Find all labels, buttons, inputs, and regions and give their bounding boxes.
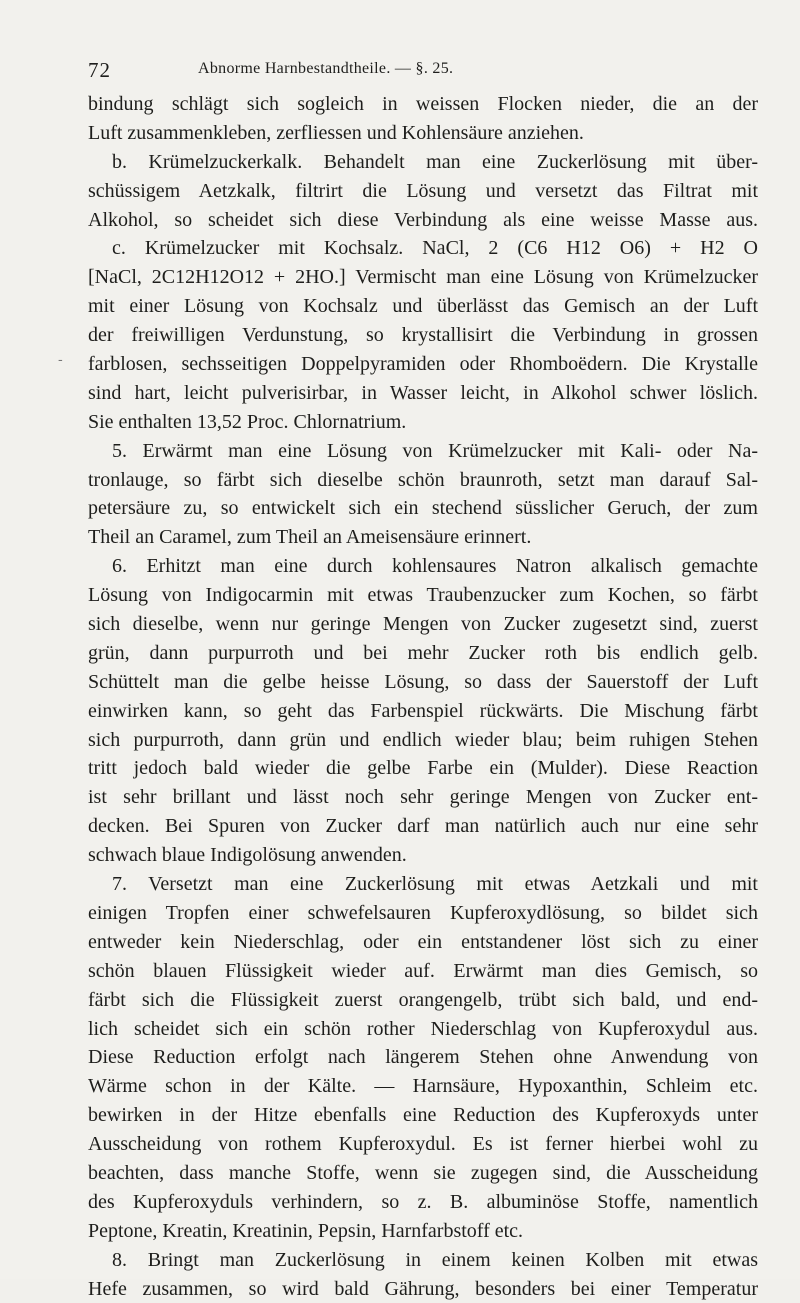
text-line: Sie enthalten 13,52 Proc. Chlornatrium.: [88, 410, 407, 433]
text-line: schüssigem Aetzkalk, filtrirt die Lösung und versetzt das Filtrat mit: [88, 179, 758, 202]
text-line: schwach blaue Indigolösung anwenden.: [88, 844, 407, 867]
text-line: Peptone, Kreatin, Kreatinin, Pepsin, Harnfarbstoff etc.: [88, 1219, 524, 1242]
text-line: sich purpurroth, dann grün und endlich wieder blau; beim ruhigen Stehen: [88, 728, 758, 751]
text-line: einwirken kann, so geht das Farbenspiel rückwärts. Die Mischung färbt: [88, 699, 758, 722]
text-line: Luft zusammenkleben, zerfliessen und Kohlensäure anziehen.: [88, 121, 584, 144]
text-line: 6. Erhitzt man eine durch kohlensaures Natron alkalisch gemachte: [112, 555, 758, 578]
text-line: c. Krümelzucker mit Kochsalz. NaCl, 2 (C6 H12 O6) + H2 O: [112, 237, 758, 260]
text-line: Ausscheidung von rothem Kupferoxydul. Es ist ferner hierbei wohl zu: [88, 1133, 758, 1156]
text-line: färbt sich die Flüssigkeit zuerst orangengelb, trübt sich bald, und end-: [88, 988, 758, 1011]
text-line: 8. Bringt man Zuckerlösung in einem keinen Kolben mit etwas: [112, 1248, 758, 1271]
text-line: bewirken in der Hitze ebenfalls eine Reduction des Kupferoxyds unter: [88, 1104, 758, 1127]
text-line: 7. Versetzt man eine Zuckerlösung mit etwas Aetzkali und mit: [112, 873, 758, 896]
text-line: tritt jedoch bald wieder die gelbe Farbe ein (Mulder). Diese Reaction: [88, 757, 758, 780]
text-line: petersäure zu, so entwickelt sich ein stechend süsslicher Geruch, der zum: [88, 497, 758, 520]
text-line: [NaCl, 2C12H12O12 + 2HO.] Vermischt man eine Lösung von Krümelzucker: [88, 266, 758, 289]
page-number: 72: [88, 58, 111, 82]
text-line: mit einer Lösung von Kochsalz und überlässt das Gemisch an der Luft: [88, 295, 758, 318]
text-line: 5. Erwärmt man eine Lösung von Krümelzucker mit Kali- oder Na-: [112, 439, 758, 462]
text-line: sich dieselbe, wenn nur geringe Mengen von Zucker zugesetzt sind, zuerst: [88, 613, 758, 636]
text-line: einigen Tropfen einer schwefelsauren Kupferoxydlösung, so bildet sich: [88, 901, 758, 924]
text-line: schön blauen Flüssigkeit wieder auf. Erwärmt man dies Gemisch, so: [88, 959, 758, 982]
body-text: [88, 90, 758, 1303]
text-line: lich scheidet sich ein schön rother Niederschlag von Kupferoxydul aus.: [88, 1017, 758, 1040]
text-line: des Kupferoxyduls verhindern, so z. B. albuminöse Stoffe, namentlich: [88, 1190, 758, 1213]
text-line: Theil an Caramel, zum Theil an Ameisensäure erinnert.: [88, 526, 532, 549]
text-line: tronlauge, so färbt sich dieselbe schön braunroth, setzt man darauf Sal-: [88, 468, 758, 491]
text-line: Lösung von Indigocarmin mit etwas Traubenzucker zum Kochen, so färbt: [88, 584, 758, 607]
text-line: grün, dann purpurroth und bei mehr Zucker roth bis endlich gelb.: [88, 641, 758, 664]
text-line: ist sehr brillant und lässt noch sehr geringe Mengen von Zucker ent-: [88, 786, 758, 809]
text-line: farblosen, sechsseitigen Doppelpyramiden oder Rhomboëdern. Die Krystalle: [88, 353, 758, 376]
text-line: Schüttelt man die gelbe heisse Lösung, so dass der Sauerstoff der Luft: [88, 670, 758, 693]
text-line: Diese Reduction erfolgt nach längerem Stehen ohne Anwendung von: [88, 1046, 758, 1069]
margin-mark: -: [58, 352, 63, 368]
text-line: decken. Bei Spuren von Zucker darf man natürlich auch nur eine sehr: [88, 815, 758, 838]
text-line: sind hart, leicht pulverisirbar, in Wasser leicht, in Alkohol schwer löslich.: [88, 381, 758, 404]
text-line: Alkohol, so scheidet sich diese Verbindung als eine weisse Masse aus.: [88, 208, 758, 231]
page-header: [88, 58, 758, 84]
text-line: der freiwilligen Verdunstung, so krystallisirt die Verbindung in grossen: [88, 324, 758, 347]
text-line: bindung schlägt sich sogleich in weissen Flocken nieder, die an der: [88, 93, 758, 115]
text-line: entweder kein Niederschlag, oder ein entstandener löst sich zu einer: [88, 930, 758, 953]
text-line: beachten, dass manche Stoffe, wenn sie zugegen sind, die Ausscheidung: [88, 1161, 758, 1184]
text-line: Wärme schon in der Kälte. — Harnsäure, Hypoxanthin, Schleim etc.: [88, 1075, 758, 1098]
text-line: Hefe zusammen, so wird bald Gährung, besonders bei einer Temperatur: [88, 1277, 758, 1300]
running-head: Abnorme Harnbestandtheile. — §. 25.: [198, 60, 454, 77]
text-line: b. Krümelzuckerkalk. Behandelt man eine Zuckerlösung mit über-: [112, 150, 758, 173]
